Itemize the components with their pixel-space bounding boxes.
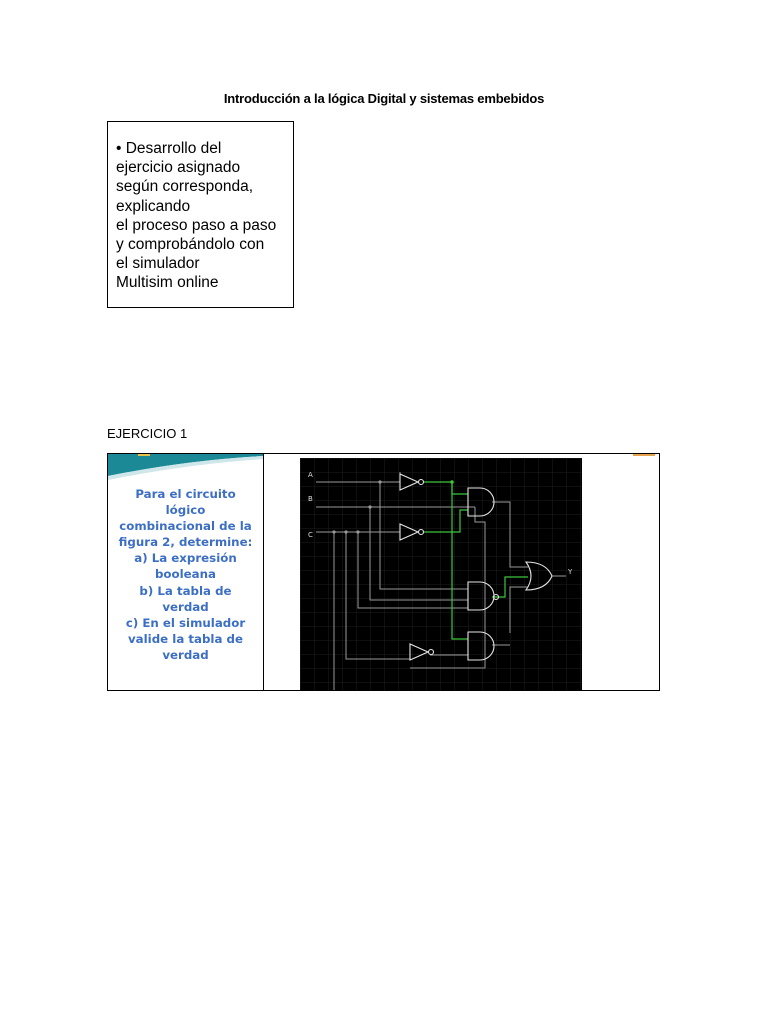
task-line: y comprobándolo con bbox=[116, 236, 265, 254]
corner-accent bbox=[633, 454, 655, 456]
prompt-line: a) La expresión bbox=[134, 551, 237, 566]
prompt-line: valide la tabla de bbox=[127, 631, 243, 646]
input-label-a: A bbox=[308, 471, 313, 479]
prompt-line: verdad bbox=[162, 647, 209, 662]
task-line: Multisim online bbox=[116, 274, 219, 292]
exercise-label: EJERCICIO 1 bbox=[107, 426, 188, 441]
input-label-c: C bbox=[308, 531, 313, 539]
prompt-line: c) En el simulador bbox=[125, 615, 246, 630]
prompt-line: booleana bbox=[154, 567, 217, 582]
prompt-line: b) La tabla de bbox=[139, 583, 232, 598]
output-label-y: Y bbox=[568, 568, 573, 576]
logic-circuit-diagram bbox=[300, 458, 582, 690]
task-line: según corresponda, bbox=[116, 178, 254, 196]
task-line: • Desarrollo del bbox=[116, 140, 222, 157]
banner-wave-decoration bbox=[108, 454, 264, 484]
input-label-b: B bbox=[308, 495, 313, 503]
task-line: el proceso paso a paso bbox=[116, 216, 277, 234]
prompt-line: figura 2, determine: bbox=[118, 535, 253, 550]
exercise-prompt bbox=[108, 486, 263, 663]
prompt-line: combinacional de la bbox=[119, 519, 252, 534]
exercise-prompt-panel bbox=[108, 454, 264, 690]
task-line: ejercicio asignado bbox=[116, 159, 241, 177]
task-line: explicando bbox=[116, 197, 191, 215]
prompt-line: lógico bbox=[165, 503, 206, 518]
exercise-figure bbox=[107, 453, 660, 691]
task-line: el simulador bbox=[116, 255, 200, 273]
document-title: Introducción a la lógica Digital y sistemas embebidos bbox=[223, 91, 545, 106]
task-box bbox=[107, 121, 294, 308]
prompt-line: verdad bbox=[162, 599, 209, 614]
prompt-line: Para el circuito bbox=[135, 487, 236, 501]
